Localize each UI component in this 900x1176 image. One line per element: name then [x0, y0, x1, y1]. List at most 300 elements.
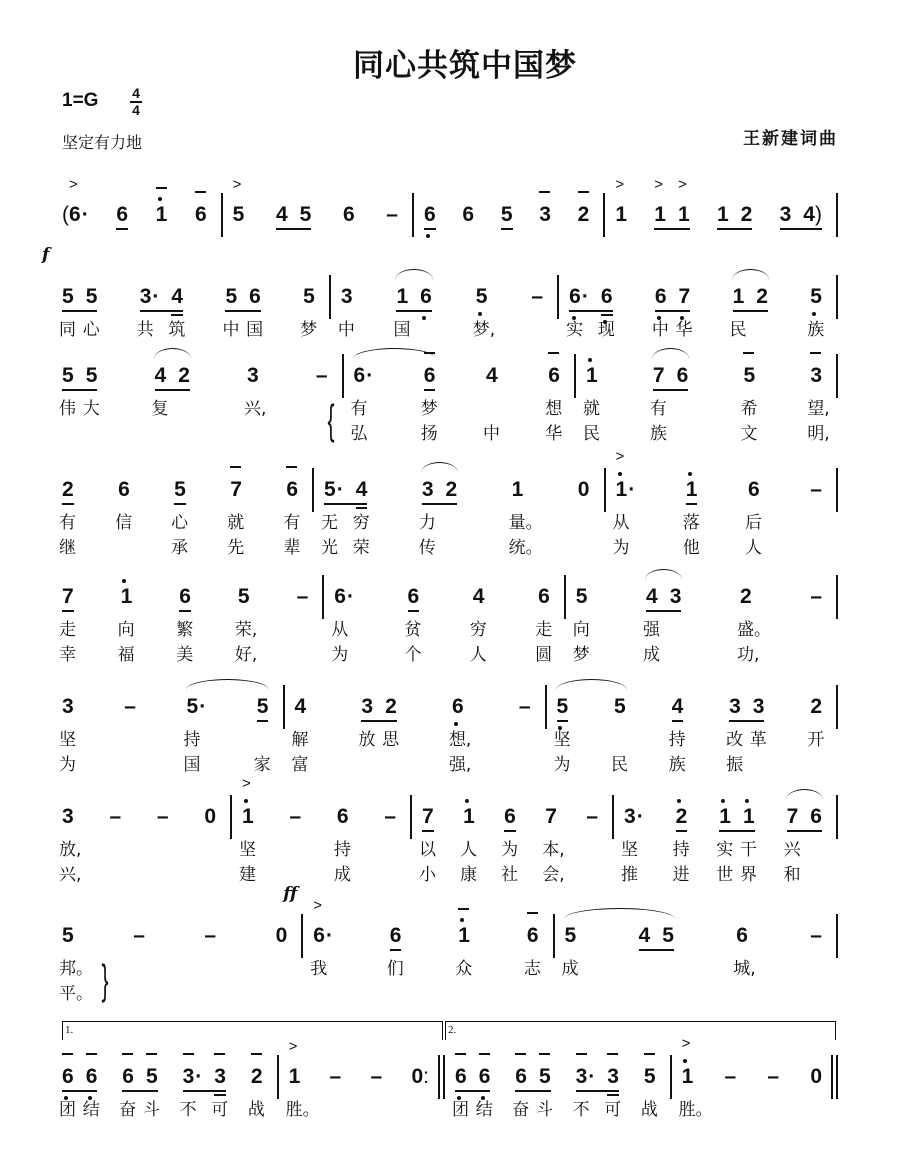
note — [553, 695, 571, 775]
lyric-verse-2: 圆 — [535, 645, 553, 665]
note-digit: 1 — [615, 478, 628, 501]
lyric-verse-1: 民 — [729, 320, 747, 340]
note-head — [300, 285, 318, 340]
lyric-verse-1: 想 — [545, 399, 563, 419]
note — [330, 1065, 342, 1089]
measure — [59, 1065, 279, 1120]
note — [508, 478, 543, 558]
lyric-verse-2: 他 — [682, 538, 700, 558]
note — [523, 924, 541, 979]
note-digit: 6 — [420, 285, 432, 308]
beamed-group — [59, 364, 100, 419]
note-head — [343, 203, 355, 227]
note-head — [539, 203, 551, 227]
lyric-verse-2: 承 — [171, 538, 189, 558]
note-head — [283, 478, 301, 558]
beamed-group — [386, 924, 404, 979]
lyric-verse-1: 放 — [358, 730, 376, 750]
lyric-verse-1: 坚 — [553, 730, 571, 750]
note-digit: 0 — [411, 1065, 424, 1088]
slur — [186, 679, 270, 690]
note-digit: 3 — [62, 805, 74, 828]
lyric-verse-1: 战 — [247, 1100, 265, 1120]
lyric-verse-1: 向 — [572, 620, 590, 640]
note — [810, 1065, 822, 1089]
note-digit: 4 — [294, 695, 307, 718]
note — [767, 1065, 779, 1089]
note — [222, 285, 240, 340]
note — [382, 695, 400, 750]
high-octave-dot — [618, 472, 622, 476]
lyric-verse-2: 传 — [418, 538, 436, 558]
note-digit: 7 — [422, 805, 434, 828]
note — [639, 924, 651, 948]
lyric-verse-2: 光 — [321, 538, 338, 558]
note-head — [640, 1065, 658, 1120]
staff-row — [59, 1024, 838, 1120]
note — [545, 364, 563, 444]
note — [745, 478, 763, 558]
verse-brace-right: } — [101, 956, 109, 1003]
note-digit: 1 — [716, 203, 729, 226]
tenuto-mark — [515, 1053, 526, 1055]
lyric-verse-2: 幸 — [59, 645, 76, 665]
note-head — [508, 478, 543, 558]
note-digit: 3 — [421, 478, 434, 501]
lyric-verse-1: 就 — [227, 513, 245, 533]
note-digit: – — [810, 585, 823, 608]
lyric-verse-2: 会, — [542, 865, 565, 885]
lyric-verse-1: 有 — [59, 513, 76, 533]
note-head — [512, 1065, 530, 1120]
note — [393, 285, 411, 340]
note-digit: 4 — [472, 585, 485, 608]
tenuto-mark — [458, 908, 469, 910]
measure — [559, 285, 838, 340]
measure — [223, 176, 414, 227]
lyric-verse-1: 改 — [726, 730, 744, 750]
note — [244, 364, 267, 419]
note-digit: 1 — [719, 805, 731, 828]
note-head — [726, 695, 744, 775]
volta-label: 2. — [448, 1024, 457, 1036]
note-head — [462, 203, 474, 227]
note-digit: 4 — [154, 364, 167, 387]
note-digit: 7 — [652, 364, 665, 387]
note-digit: 6 — [389, 924, 402, 947]
note-digit: 1 — [742, 805, 755, 828]
tenuto-mark — [479, 1053, 490, 1055]
closing-mark: : — [423, 1065, 429, 1088]
beamed-group — [649, 364, 689, 444]
high-octave-dot — [745, 799, 749, 803]
note-head — [300, 203, 312, 227]
beamed-group — [59, 285, 100, 340]
note — [783, 805, 801, 885]
lyric-verse-1: 们 — [386, 959, 404, 979]
beamed-group — [222, 285, 264, 340]
note — [725, 1065, 737, 1089]
beamed-group — [716, 805, 757, 885]
lyric-verse-1: 想, — [448, 730, 472, 750]
note — [448, 695, 472, 775]
note-head — [382, 695, 400, 750]
lyric-verse-2: 辈 — [283, 538, 301, 558]
note-head — [741, 203, 753, 227]
note — [142, 1065, 160, 1120]
note-digit: 1 — [458, 924, 470, 947]
tenuto-mark — [539, 191, 550, 193]
tenuto-mark — [578, 191, 589, 193]
note-head — [810, 585, 822, 609]
note — [572, 1065, 596, 1120]
note — [321, 478, 344, 558]
lyric-verse-1: 盛。 — [737, 620, 772, 640]
note-head — [59, 1065, 76, 1120]
note-head — [572, 1065, 596, 1120]
note-head — [807, 364, 830, 444]
beamed-group — [672, 805, 690, 885]
note — [583, 364, 600, 444]
note-head — [583, 364, 600, 444]
measure — [327, 364, 577, 444]
note-head — [291, 695, 309, 775]
note-head — [717, 203, 729, 227]
note-digit: – — [370, 1065, 383, 1088]
lyric-verse-1: 落 — [682, 513, 700, 533]
note — [343, 203, 355, 227]
note — [539, 203, 551, 227]
lyric-verse-1: 持 — [183, 730, 201, 750]
lyric-verse-1: 筑 — [168, 320, 186, 340]
beamed-group — [452, 1065, 493, 1120]
tenuto-mark — [156, 187, 167, 189]
note — [475, 1065, 493, 1120]
note-head — [117, 585, 135, 665]
note-digit: 5 — [575, 585, 588, 608]
note — [156, 203, 168, 227]
note-digit: 6 — [69, 203, 81, 226]
high-octave-dot — [721, 799, 725, 803]
note-head — [452, 1065, 469, 1120]
high-octave-dot — [460, 918, 464, 922]
note-digit: 2 — [740, 203, 753, 226]
lyric-verse-1: 向 — [117, 620, 135, 640]
lyric-verse-2: 中 — [483, 424, 501, 444]
note-head — [531, 285, 543, 309]
note-digit: 6 — [810, 805, 822, 828]
note-digit: 6 — [286, 478, 298, 501]
lyric-verse-1: 贫 — [404, 620, 422, 640]
note — [446, 478, 458, 502]
lyric-verse-1: 中 — [651, 320, 669, 340]
beamed-group — [668, 695, 686, 775]
note — [247, 1065, 265, 1120]
note — [59, 924, 109, 1004]
tenuto-mark — [527, 912, 538, 914]
note-digit: 5 — [225, 285, 238, 308]
tenuto-mark — [455, 1053, 466, 1055]
note-head — [157, 805, 169, 829]
lyric-verse-2: 国 — [183, 755, 201, 775]
lyric-verse-1: 量。 — [508, 513, 543, 533]
staff-row — [59, 884, 838, 1004]
lyric-verse-1: 从 — [612, 513, 630, 533]
note-digit: 6 — [526, 924, 539, 947]
note — [739, 805, 757, 885]
note-digit: 6 — [342, 203, 355, 226]
note-head — [682, 478, 700, 558]
lyric-verse-1: 持 — [672, 840, 690, 860]
lyric-verse-2: 进 — [672, 865, 690, 885]
lyric-verse-1: 团 — [59, 1100, 76, 1120]
measure — [547, 695, 839, 775]
lyric-verse-1: 思 — [382, 730, 400, 750]
note-digit: 6 — [334, 585, 346, 608]
beamed-group — [59, 585, 76, 665]
note-digit: 0 — [577, 478, 590, 501]
lyric-verse-2: 福 — [117, 645, 135, 665]
note — [419, 805, 436, 885]
measure — [285, 695, 547, 775]
note-head — [276, 203, 288, 227]
note-digit: 6 — [194, 203, 207, 226]
note-digit: 1 — [732, 285, 745, 308]
open-paren: ( — [62, 203, 69, 226]
note-head — [448, 695, 472, 775]
note-digit: 3 — [575, 1065, 588, 1088]
note-digit: – — [289, 805, 302, 828]
note-digit: 1 — [681, 1065, 694, 1088]
note — [59, 805, 82, 885]
note-digit: 1 — [586, 364, 598, 387]
note — [333, 805, 351, 885]
note — [300, 285, 318, 340]
song-title: 同心共筑中国梦 — [353, 48, 577, 84]
tenuto-mark — [122, 1053, 133, 1055]
note-head — [807, 285, 825, 340]
measure — [605, 176, 838, 227]
note — [59, 285, 76, 340]
note — [531, 285, 543, 309]
note — [597, 285, 615, 340]
lyric-verse-1: 繁 — [176, 620, 194, 640]
note — [117, 585, 135, 665]
note-digit: 6 — [118, 478, 130, 501]
note-digit: 6 — [478, 1065, 491, 1088]
measure — [412, 805, 614, 885]
lyric-verse-1: 梦, — [472, 320, 496, 340]
note-head — [310, 897, 333, 979]
note — [535, 1065, 553, 1120]
note-head — [783, 805, 801, 885]
note-head — [677, 364, 689, 388]
note-head — [615, 176, 628, 227]
note — [803, 203, 822, 227]
note-head — [82, 364, 100, 419]
note — [668, 695, 686, 775]
note-head — [386, 203, 398, 227]
measure — [232, 775, 412, 885]
lyric-verse-1: 有 — [350, 399, 368, 419]
tenuto-mark — [146, 1053, 157, 1055]
note-digit: 6 — [736, 924, 748, 947]
beamed-group — [321, 478, 370, 558]
note — [810, 478, 822, 502]
note-head — [59, 285, 76, 340]
note-head — [740, 364, 758, 444]
lyric-verse-1: 干 — [739, 840, 757, 860]
note-digit: 4 — [486, 364, 498, 387]
note-head — [59, 364, 76, 419]
note-head — [337, 285, 355, 340]
note-digit: 6 — [313, 924, 325, 947]
note — [204, 805, 216, 829]
lyric-verse-2: 成 — [643, 645, 661, 665]
lyric-verse-1: 有 — [649, 399, 667, 419]
note-head — [446, 478, 458, 502]
note — [420, 364, 438, 444]
measure — [414, 203, 605, 227]
low-octave-dot — [478, 312, 482, 316]
lyric-verse-2: 家 — [253, 755, 271, 775]
note-digit: 5 — [324, 478, 336, 501]
note — [740, 364, 758, 444]
slur — [421, 462, 458, 473]
note-head — [455, 924, 473, 979]
lyric-verse-2: 为 — [553, 755, 571, 775]
note-digit: 3 — [214, 1065, 226, 1088]
note-head — [586, 805, 598, 829]
note-digit: 4 — [171, 285, 184, 308]
note-head — [115, 478, 133, 533]
lyric-verse-1: 胜。 — [678, 1100, 713, 1120]
note-head — [404, 585, 422, 665]
note-head — [59, 805, 82, 885]
note — [501, 203, 513, 227]
note — [183, 695, 207, 775]
note-head — [643, 585, 661, 665]
lyric-verse-2: 康 — [460, 865, 478, 885]
note-head — [133, 924, 145, 948]
lyric-verse-1: 团 — [452, 1100, 469, 1120]
lyric-verse-1: 同 — [59, 320, 76, 340]
note — [59, 695, 76, 775]
beamed-group — [780, 203, 822, 227]
slur — [154, 348, 191, 359]
note-head — [672, 805, 690, 885]
beamed-group — [639, 924, 674, 948]
lyric-verse-1: 兴, — [244, 399, 267, 419]
note-head — [611, 695, 629, 775]
low-octave-dot — [812, 312, 816, 316]
note — [386, 203, 398, 227]
note — [535, 585, 553, 665]
note-digit: 3 — [247, 364, 259, 387]
note-digit: 6 — [504, 805, 516, 828]
beamed-group — [419, 805, 436, 885]
measure — [59, 585, 324, 665]
tenuto-mark — [86, 1053, 97, 1055]
lyric-verse-1: 兴 — [783, 840, 801, 860]
note-digit: 4 — [803, 203, 815, 226]
note — [276, 924, 288, 948]
note — [411, 1065, 429, 1089]
note — [168, 285, 186, 340]
note — [572, 585, 590, 665]
note-digit: 6 — [336, 805, 349, 828]
note-head — [729, 285, 747, 340]
high-octave-dot — [465, 799, 469, 803]
note-head — [352, 478, 370, 558]
note-head — [810, 1065, 822, 1089]
note-digit: 3 — [607, 1065, 619, 1088]
note-head — [745, 478, 763, 558]
beamed-group — [566, 285, 615, 340]
note — [232, 176, 245, 227]
note-digit: 0 — [275, 924, 288, 947]
note — [285, 1038, 320, 1120]
measure — [331, 285, 559, 340]
lyric-verse-1: 结 — [82, 1100, 100, 1120]
lyric-verse-2: 荣 — [352, 538, 370, 558]
note — [621, 805, 644, 885]
note-head — [142, 1065, 160, 1120]
note-digit: 4 — [355, 478, 368, 501]
note-head — [204, 805, 216, 829]
note-digit: – — [124, 695, 136, 718]
beamed-group — [729, 285, 768, 340]
note-head — [749, 695, 767, 750]
lyric-verse-1: 实 — [716, 840, 734, 860]
lyric-verse-1: 伟 — [59, 399, 76, 419]
note-head — [59, 695, 76, 775]
note-head — [244, 364, 267, 419]
note-digit: 5 — [303, 285, 315, 308]
lyric-verse-2: 为 — [59, 755, 76, 775]
note-digit: 5 — [299, 203, 312, 226]
note — [276, 203, 288, 227]
note — [578, 478, 590, 502]
note — [586, 805, 598, 829]
note — [604, 1065, 622, 1120]
note-head — [82, 1065, 100, 1120]
note — [612, 448, 636, 558]
note-digit: – — [384, 805, 396, 828]
note-digit: – — [386, 203, 398, 226]
note-head — [246, 285, 264, 340]
lyric-verse-1: 走 — [59, 620, 76, 640]
note-head — [211, 1065, 229, 1120]
note-digit: – — [810, 924, 822, 947]
note-head — [767, 1065, 779, 1089]
lyric-verse-1: 结 — [475, 1100, 493, 1120]
lyric-verse-1: 中 — [222, 320, 240, 340]
lyric-verse-1: 城, — [733, 959, 756, 979]
tenuto-mark — [286, 466, 297, 468]
beamed-group — [418, 478, 458, 558]
lyric-verse-2: 个 — [404, 645, 422, 665]
note-digit: 2 — [62, 478, 74, 501]
measure — [59, 805, 232, 885]
note-digit: 2 — [740, 585, 752, 608]
note-head — [475, 1065, 493, 1120]
note — [649, 364, 667, 444]
beamed-group — [59, 1065, 100, 1120]
note-head — [420, 364, 438, 444]
note-digit: 1 — [463, 805, 475, 828]
note — [810, 805, 822, 829]
